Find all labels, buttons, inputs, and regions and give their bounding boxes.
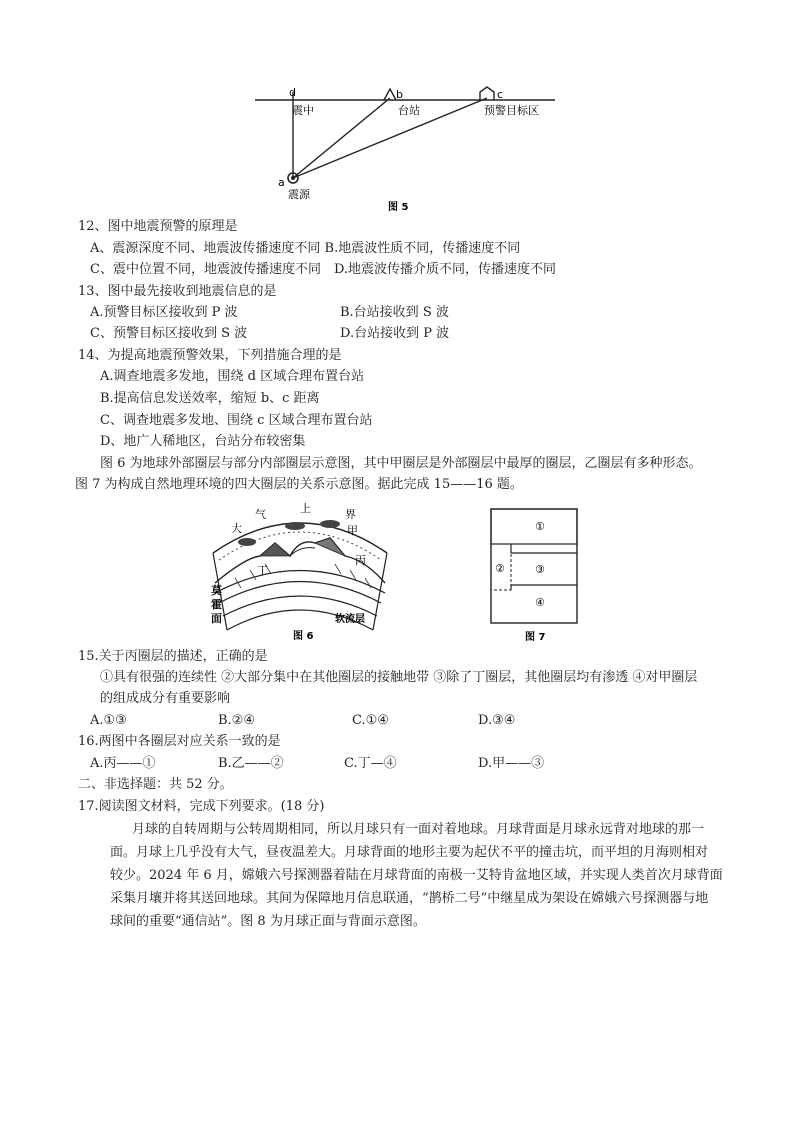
asthenosphere-arc [223, 596, 377, 616]
label-shang: 上 [300, 502, 311, 515]
q12-option-cd: C、震中位置不同，地震波传播速度不同 D.地震波传播介质不同，传播速度不同 [90, 262, 557, 277]
q17-passage-line-2: 面。月球上几乎没有大气，昼夜温差大。月球背面的地形主要为起伏不平的撞击坑，而平坦的月海则相对 [110, 845, 709, 860]
fig7-label-3: ③ [535, 563, 545, 576]
label-ding: 丁 [257, 564, 268, 577]
q14-stem: 14、为提高地震预警效果，下列措施合理的是 [78, 348, 342, 363]
q15-option-c: C.①④ [352, 713, 389, 728]
q13-stem: 13、图中最先接收到地震信息的是 [78, 284, 277, 299]
fig5-caption: 图 5 [388, 202, 409, 213]
label-source: 震源 [288, 188, 310, 201]
q16-stem: 16.两图中各圈层对应关系一致的是 [78, 734, 281, 749]
intro-line-1: 图 6 为地球外部圈层与部分内部圈层示意图，其中甲圈层是外部圈层中最厚的圈层，乙圈层有多种形态。 [100, 456, 702, 471]
q15-stem: 15.关于丙圈层的描述，正确的是 [78, 649, 268, 664]
label-da: 大 [231, 522, 242, 535]
q17-passage-line-1: 月球的自转周期与公转周期相同，所以月球只有一面对着地球。月球背面是月球永远背对地球的那一 [132, 822, 705, 837]
label-c: c [497, 88, 504, 101]
q16-option-b: B.乙——② [218, 756, 284, 771]
q14-option-b: B.提高信息发送效率，缩短 b、c 距离 [100, 391, 320, 406]
fig7-caption: 图 7 [525, 632, 546, 643]
q13-option-a: A.预警目标区接收到 P 波 [90, 305, 238, 320]
figure-6 [205, 498, 395, 643]
figure-5 [250, 80, 560, 215]
q14-option-d: D、地广人稀地区，台站分布较密集 [100, 434, 306, 449]
label-moho-2: 霍 [211, 598, 222, 611]
q12-stem: 12、图中地震预警的原理是 [78, 219, 238, 234]
fig7-label-2: ② [495, 562, 505, 575]
q15-statement-line-1: ①具有很强的连续性 ②大部分集中在其他圈层的接触地带 ③除了丁圈层，其他圈层均有渗透 ④对甲圈层 [100, 670, 698, 685]
q16-option-c: C.丁—④ [344, 756, 397, 771]
label-station: 台站 [398, 104, 420, 117]
label-epicenter: 震中 [292, 104, 314, 117]
label-d: d [289, 86, 296, 99]
q15-statement-line-2: 的组成成分有重要影响 [100, 691, 231, 706]
fig7-label-1: ① [535, 520, 545, 533]
q13-option-d: D.台站接收到 P 波 [340, 326, 450, 341]
label-bing: 丙 [355, 554, 366, 567]
q14-option-a: A.调查地震多发地，围绕 d 区域合理布置台站 [100, 369, 365, 384]
label-b: b [396, 88, 403, 101]
label-moho-3: 面 [211, 612, 222, 625]
fig7-label-4: ④ [535, 596, 545, 609]
ray-to-target [293, 98, 487, 178]
fig7-box-1 [491, 509, 577, 544]
q15-option-b: B.②④ [218, 713, 255, 728]
label-jie: 界 [345, 508, 356, 521]
q16-option-a: A.丙——① [90, 756, 156, 771]
moho-arc [219, 582, 381, 604]
q15-option-a: A.①③ [90, 713, 127, 728]
q17-passage-line-5: 球间的重要“通信站”。图 8 为月球正面与背面示意图。 [110, 914, 426, 929]
q17-passage-line-3: 较少。2024 年 6 月，嫦娥六号探测器着陆在月球背面的南极一艾特肯盆地区域，并实现人类首次月球背面 [110, 868, 723, 883]
label-a: a [278, 176, 285, 189]
label-asthenosphere: 软流层 [335, 614, 365, 625]
intro-line-2: 图 7 为构成自然地理环境的四大圈层的关系示意图。据此完成 15——16 题。 [75, 477, 523, 492]
label-moho-1: 莫 [211, 584, 222, 597]
label-target: 预警目标区 [484, 104, 539, 117]
q17-passage-line-4: 采集月壤并将其送回地球。其间为保障地月信息联通，“鹊桥二号”中继星成为架设在嫦娥六号探测器与地 [110, 891, 709, 906]
label-qi: 气 [255, 508, 266, 521]
q15-option-d: D.③④ [478, 713, 516, 728]
fig6-caption: 图 6 [293, 631, 314, 642]
q12-option-ab: A、震源深度不同、地震波传播速度不同 B.地震波性质不同，传播速度不同 [90, 241, 521, 256]
q13-option-c: C、预警目标区接收到 S 波 [90, 326, 248, 341]
label-jia: 甲 [347, 524, 358, 537]
q16-option-d: D.甲——③ [478, 756, 545, 771]
section-2-heading: 二、非选择题：共 52 分。 [78, 777, 233, 792]
q17-stem: 17.阅读图文材料，完成下列要求。(18 分) [78, 799, 325, 814]
figure-7 [485, 505, 595, 645]
q14-option-c: C、调查地震多发地、围绕 c 区域合理布置台站 [100, 413, 373, 428]
q13-option-b: B.台站接收到 S 波 [340, 305, 449, 320]
